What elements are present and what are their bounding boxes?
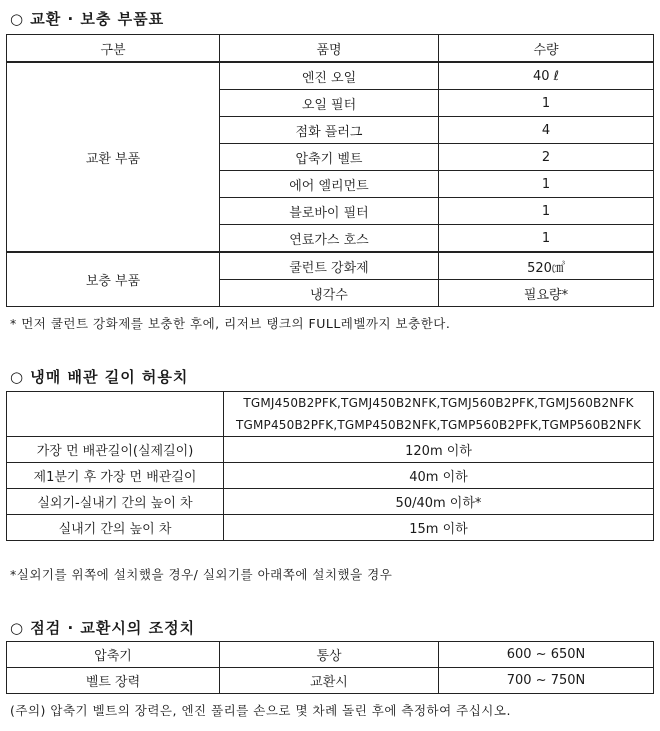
row-label: 실내기 간의 높이 차 <box>7 515 224 541</box>
row-value: 40m 이하 <box>224 463 654 489</box>
item-name: 오일 필터 <box>220 90 439 117</box>
row-value: 700 ~ 750N <box>439 668 654 694</box>
section3-note: (주의) 압축기 벨트의 장력은, 엔진 풀리를 손으로 몇 차례 돌린 후에 측정하여 주십시오. <box>10 703 511 718</box>
row-value: 120m 이하 <box>224 437 654 463</box>
item-qty: 520㎤ <box>439 252 654 280</box>
section2-note: *실외기를 위쪽에 설치했을 경우/ 실외기를 아래쪽에 설치했을 경우 <box>10 567 393 582</box>
row-label: 실외기-실내기 간의 높이 차 <box>7 489 224 515</box>
item-qty: 1 <box>439 225 654 253</box>
item-qty: 1 <box>439 171 654 198</box>
item-name: 엔진 오일 <box>220 62 439 90</box>
parts-table-header <box>7 35 654 63</box>
row-label: 제1분기 후 가장 먼 배관길이 <box>7 463 224 489</box>
item-qty: 40 ℓ <box>439 62 654 90</box>
item-name: 블로바이 필터 <box>220 198 439 225</box>
row-label: 압축기 <box>7 642 220 668</box>
section1-note: * 먼저 쿨런트 강화제를 보충한 후에, 리저브 탱크의 FULL레벨까지 보충한다. <box>10 316 451 331</box>
item-name: 연료가스 호스 <box>220 225 439 253</box>
table-row <box>7 252 654 280</box>
blank-header-cell <box>7 392 224 437</box>
item-qty: 4 <box>439 117 654 144</box>
table-row <box>7 437 654 463</box>
section2-title: ○ 냉매 배관 길이 허용치 <box>10 368 189 386</box>
item-name: 점화 플러그 <box>220 117 439 144</box>
section1-title: ○ 교환 · 보충 부품표 <box>10 10 165 28</box>
table-row <box>7 463 654 489</box>
model-list-line1: TGMJ450B2PFK,TGMJ450B2NFK,TGMJ560B2PFK,TGMJ560B2NFK <box>224 392 654 415</box>
table-row <box>7 489 654 515</box>
row-condition: 통상 <box>220 642 439 668</box>
group-refill-label: 보충 부품 <box>7 252 220 307</box>
header-qty: 수량 <box>439 35 654 63</box>
row-condition: 교환시 <box>220 668 439 694</box>
item-name: 압축기 벨트 <box>220 144 439 171</box>
header-category: 구분 <box>7 35 220 63</box>
item-qty: 필요량* <box>439 280 654 307</box>
row-label: 벨트 장력 <box>7 668 220 694</box>
adjustment-table <box>6 641 654 694</box>
header-item: 품명 <box>220 35 439 63</box>
table-row <box>7 515 654 541</box>
pipe-length-table <box>6 391 654 541</box>
item-name: 냉각수 <box>220 280 439 307</box>
row-value: 50/40m 이하* <box>224 489 654 515</box>
row-value: 15m 이하 <box>224 515 654 541</box>
item-qty: 1 <box>439 90 654 117</box>
row-value: 600 ~ 650N <box>439 642 654 668</box>
section3-title: ○ 점검 · 교환시의 조정치 <box>10 619 196 637</box>
row-label: 가장 먼 배관길이(실제길이) <box>7 437 224 463</box>
table-row <box>7 62 654 90</box>
model-list-line2: TGMP450B2PFK,TGMP450B2NFK,TGMP560B2PFK,TGMP560B2NFK <box>224 414 654 437</box>
item-qty: 1 <box>439 198 654 225</box>
table-row <box>7 668 654 694</box>
table-row <box>7 642 654 668</box>
item-name: 에어 엘리먼트 <box>220 171 439 198</box>
parts-table <box>6 34 654 307</box>
group-replace-label: 교환 부품 <box>7 62 220 252</box>
item-qty: 2 <box>439 144 654 171</box>
item-name: 쿨런트 강화제 <box>220 252 439 280</box>
table-row <box>7 392 654 415</box>
